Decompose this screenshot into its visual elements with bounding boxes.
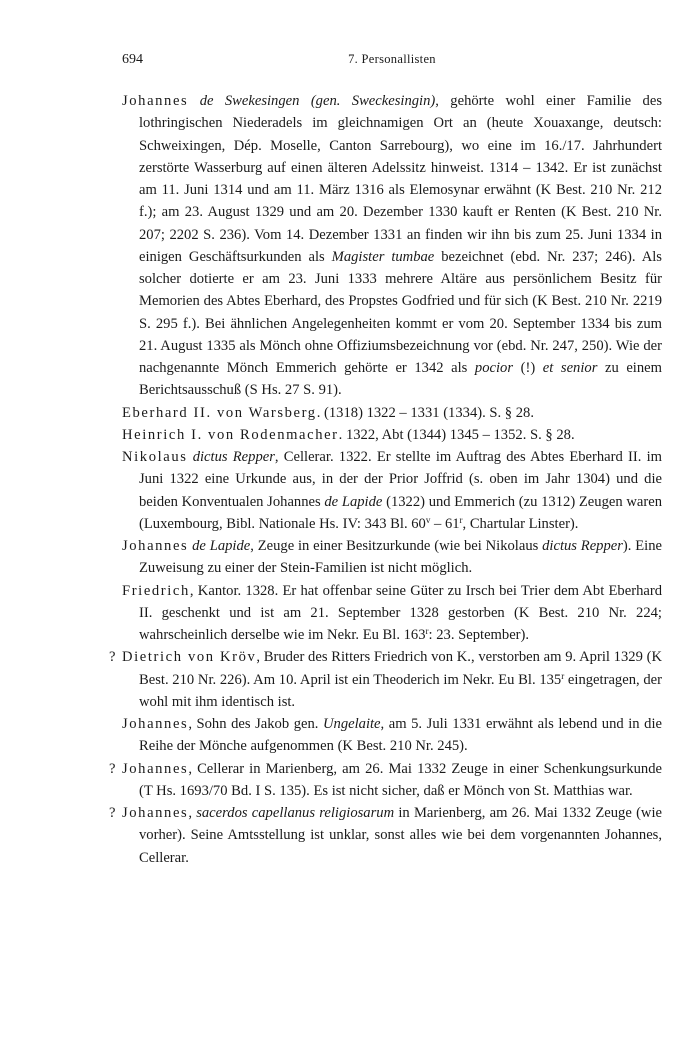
person-entry [122,580,662,647]
person-name: Dietrich von Kröv [122,649,257,666]
person-name: Friedrich [122,582,190,599]
entry-text: (1322) und Emmerich (zu 1312) Zeugen waren (Luxembourg, Bibl. Nationale Hs. IV: 343 Bl. 60 [139,493,662,532]
entry-text: . (1318) 1322 – 1331 (1334). S. § 28. [316,404,534,421]
person-name: Johannes [122,716,189,732]
person-entry [122,402,662,424]
entry-text: , Cellerar in Marienberg, am 26. Mai 1332 Zeuge in einer Schenkungsurkunde (T Hs. 1693/70 Bd. I S. 135). Es ist nicht sicher, daß er Mönch von St. Matthias war. [139,760,662,799]
person-name: Johannes [122,805,189,821]
entry-text: , Bruder des Ritters Friedrich von K., verstorben am 9. April 1329 (K Best. 210 Nr. 226). Am 10. April ist ein Theoderich im Nekr. Eu Bl. 135 [139,649,663,688]
italic-term: Ungelaite [322,716,381,732]
entry-text: . 1322, Abt (1344) 1345 – 1352. S. § 28. [338,426,575,443]
person-entry [109,758,662,803]
entry-text: , Zeuge in einer Besitzurkunde (wie bei Nikolaus [250,538,543,554]
italic-term: pocior [474,360,514,376]
entry-text: , [188,805,197,821]
folio-side: v [425,514,431,525]
person-name: Heinrich I. von Rodenmacher [122,426,339,443]
entry-text: , Sohn des Jakob gen. [188,716,323,732]
person-name: Eberhard II. von Warsberg [122,404,317,421]
italic-term: de Lapide [192,538,251,554]
entry-list [109,90,663,869]
italic-term: dictus Repper [192,449,275,465]
italic-term: de Lapide [324,493,383,510]
italic-term: sacerdos capellanus religiosarum [196,805,395,821]
entry-text: (!) [513,360,543,376]
entry-text: , Cellerar. 1322. Er stellte im Auftrag des Abtes Eberhard II. im Juni 1322 eine Urkunde aus, in der der Prior Joffrid (s. oben im Jahr 1304) und die beiden Konventualen Johannes [139,449,662,510]
entry-text: ). Eine Zuweisung zu einer der Stein-Familien ist nicht möglich. [139,538,662,577]
entry-text: , Kantor. 1328. Er hat offenbar seine Güter zu Irsch bei Trier dem Abt Eberhard II. geschenkt und ist am 21. September 1328 gestorben (K Best. 210 Nr. 224; wahrscheinlich derselbe wie im Nekr. Eu Bl. 163 [139,582,662,643]
person-entry [122,424,662,446]
italic-term: de Swekesingen (gen. Sweckesingin) [199,93,436,109]
person-name: Johannes [122,538,189,554]
folio-side: r [459,514,463,525]
italic-term: dictus Repper [542,538,623,554]
page-header [122,52,662,72]
entry-text: eingetragen, der wohl mit ihm identisch ist. [139,671,662,710]
italic-term: et senior [542,360,598,376]
uncertain-marker: ? [109,805,116,821]
person-entry [109,802,662,869]
folio-side: r [425,626,429,636]
running-title: 7. Personallisten [348,52,436,66]
person-name: Johannes [122,93,189,109]
person-entry [109,646,662,713]
person-entry [122,446,662,535]
person-entry [122,535,662,580]
entry-text: , Chartular Linster). [462,515,579,532]
page-number: 694 [122,52,143,67]
entry-text: in Marienberg, am 26. Mai 1332 Zeuge (wie vorher). Seine Amtsstellung ist unklar, sonst alles wie bei dem vorgenannten Johannes, Cellerar. [139,805,662,866]
entry-text: zu einem Berichtsausschuß (S Hs. 27 S. 91). [139,360,662,399]
uncertain-marker: ? [109,760,116,777]
entry-text: , am 5. Juli 1331 erwähnt als lebend und in die Reihe der Mönche aufgenommen (K Best. 210 Nr. 245). [139,716,662,755]
person-entry [122,713,662,758]
uncertain-marker: ? [109,649,116,666]
italic-term: Magister tumbae [331,248,435,265]
entry-text: , gehörte wohl einer Familie des lothringischen Niederadels im gleichnamigen Ort an (heute Xouaxange, deutsch: Schweixingen, Dép. Moselle, Canton Sarrebourg), wo eine im 16./17. Jahrhundert zerstörte Wasserburg auf einen älteren Adelssitz hinweist. 1314 – 1342. Er ist zunächst am 11. Juni 1314 und am 11. März 1316 als Elemosynar erwähnt (K Best. 210 Nr. 212 f.); am 23. August 1329 und am 20. Dezember 1330 kauft er Renten (K Best. 210 Nr. 207; 2202 S. 236). Vom 14. Dezember 1331 an finden wir ihn bis zum 25. Juni 1334 in einigen Geschäftsurkunden als [139,93,662,265]
person-name: Johannes [122,760,189,777]
entry-text: bezeichnet (ebd. Nr. 237; 246). Als solcher dotierte er am 23. Juni 1333 mehrere Altäre aus persönlichem Besitz für Memorien des Abtes Eberhard, des Propstes Godfried und für sich (K Best. 210 Nr. 2219 S. 295 f.). Bei ähnlichen Angelegenheiten kommt er vom 20. September 1334 bis zum 21. August 1335 als Mönch ohne Offiziumsbezeichnung vor (ebd. Nr. 247, 250). Wie der nachgenannte Mönch Emmerich gehörte er 1342 als [139,248,662,376]
entry-text: : 23. September). [428,627,530,643]
entry-text: – 61 [430,515,460,532]
person-entry [122,90,662,402]
folio-side: r [561,670,565,681]
person-name: Nikolaus [122,449,188,465]
entry-text [188,93,199,109]
